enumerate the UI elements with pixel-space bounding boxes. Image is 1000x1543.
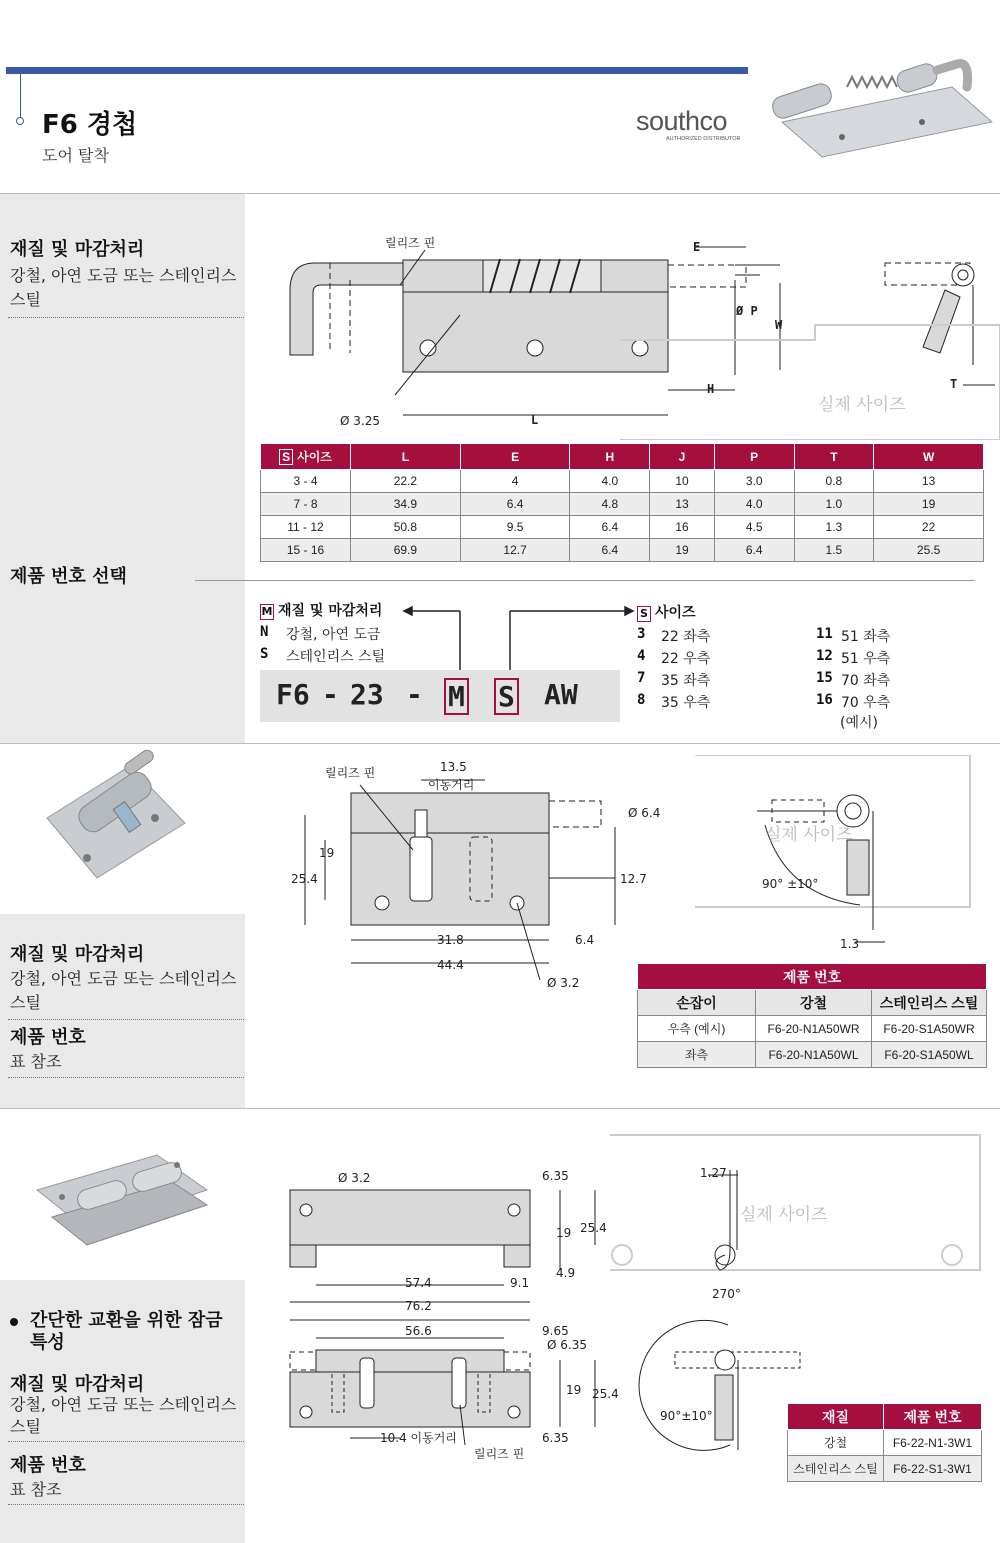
hinge-product-image-3	[32, 1145, 212, 1255]
size-value: 51 좌측	[841, 629, 891, 645]
col-j: J	[650, 444, 715, 470]
material-key: N	[260, 624, 269, 640]
release-pin-label: 릴리즈 핀	[474, 1447, 525, 1461]
bullet	[10, 1318, 18, 1326]
feature-text: 간단한 교환을 위한 잠금 특성	[30, 1310, 223, 1353]
size-value: 70 좌측	[841, 673, 891, 689]
pn-dash: -	[406, 678, 423, 711]
pn-material-slot: M	[444, 678, 469, 715]
col-stainless: 스테인리스 스틸	[872, 990, 987, 1016]
material-heading: 재질 및 마감처리	[10, 1374, 145, 1395]
material-text: 강철, 아연 도금 또는 스테인리스 스틸	[10, 969, 237, 1012]
part-number-table-3	[787, 1403, 982, 1482]
col-part-number: 제품 번호	[884, 1404, 982, 1430]
size-key: 8	[637, 692, 646, 708]
dim-57-4: 57.4	[405, 1276, 432, 1290]
divider	[0, 743, 1000, 744]
release-pin-label: 릴리즈 핀	[385, 236, 436, 250]
material-heading: 재질 및 마감처리	[10, 239, 145, 260]
dim-31-8: 31.8	[437, 933, 464, 947]
dim-76-2: 76.2	[405, 1299, 432, 1313]
release-pin-label: 릴리즈 핀	[325, 766, 376, 780]
col-material: 재질	[788, 1404, 884, 1430]
dim-25-4: 25.4	[291, 872, 318, 886]
col-w: W	[874, 444, 984, 470]
page-title: F6 경첩	[42, 110, 138, 140]
angle-270: 270°	[712, 1287, 741, 1301]
table-row: 좌측 F6-20-N1A50WL F6-20-S1A50WL	[638, 1042, 987, 1068]
size-value: 35 우측	[661, 695, 711, 711]
dotted-divider	[8, 1504, 244, 1505]
table-title: 제품 번호	[638, 964, 987, 990]
size-key: 3	[637, 626, 646, 642]
table-row: 우측 (예시) F6-20-N1A50WR F6-20-S1A50WR	[638, 1016, 987, 1042]
dim-19-b: 19	[566, 1383, 582, 1397]
travel-value: 13.5	[440, 760, 467, 774]
dim-d6-35: Ø 6.35	[547, 1338, 587, 1352]
dim-6-35-c: 6.35	[542, 1431, 569, 1445]
divider	[0, 1108, 1000, 1109]
actual-size-watermark: 실제 사이즈	[740, 1205, 828, 1225]
actual-size-watermark: 실제 사이즈	[818, 395, 906, 415]
material-value: 강철, 아연 도금	[286, 627, 381, 643]
dim-6-4: 6.4	[575, 933, 595, 947]
pn-suffix: AW	[544, 678, 578, 711]
size-key: 4	[637, 648, 646, 664]
actual-size-watermark: 실제 사이즈	[765, 825, 853, 845]
col-l: L	[351, 444, 461, 470]
pn-text: 표 참조	[10, 1480, 62, 1499]
pn-series: 23	[350, 678, 384, 711]
dim-12-7: 12.7	[620, 872, 647, 886]
pn-heading: 제품 번호	[10, 1455, 86, 1476]
dim-25-4: 25.4	[580, 1221, 607, 1235]
dim-1-3: 1.3	[840, 937, 860, 951]
select-heading: 제품 번호 선택	[10, 566, 127, 587]
pn-size-slot: S	[494, 678, 519, 715]
col-size: S 사이즈	[261, 444, 351, 470]
table-row: 7 - 8 34.9 6.4 4.8 13 4.0 1.0 19	[261, 493, 984, 516]
size-key: 7	[637, 670, 646, 686]
size-value: 22 좌측	[661, 629, 711, 645]
angle-label: 90° ±10°	[762, 877, 819, 891]
size-key: 16	[816, 692, 833, 708]
table-row: 15 - 16 69.9 12.7 6.4 19 6.4 1.5 25.5	[261, 539, 984, 562]
dim-19: 19	[556, 1226, 572, 1240]
hinge-drawing-1	[255, 225, 1000, 440]
col-e: E	[460, 444, 570, 470]
size-value: 22 우측	[661, 651, 711, 667]
part-number-builder	[260, 596, 1000, 736]
dotted-divider	[8, 1077, 244, 1078]
table-row: 강철 F6-22-N1-3W1	[788, 1430, 982, 1456]
pn-prefix: F6	[276, 678, 310, 711]
hinge-drawing-2	[285, 755, 990, 990]
table-row: 11 - 12 50.8 9.5 6.4 16 4.5 1.3 22	[261, 516, 984, 539]
col-p: P	[714, 444, 794, 470]
col-handle: 손잡이	[638, 990, 756, 1016]
size-key: 12	[816, 648, 833, 664]
col-steel: 강철	[756, 990, 872, 1016]
hinge-product-image-2	[35, 748, 215, 888]
material-key: S	[260, 646, 269, 662]
material-text: 강철, 아연 도금 또는 스테인리스 스틸	[10, 1395, 237, 1436]
header-tick	[20, 74, 21, 118]
dim-d64: Ø 6.4	[628, 806, 661, 820]
material-heading: 재질 및 마감처리	[10, 944, 145, 965]
dim-9-1: 9.1	[510, 1276, 530, 1290]
header-dot	[16, 117, 24, 125]
hole-label: Ø 3.25	[340, 414, 380, 428]
dim-1-27: 1.27	[700, 1166, 727, 1180]
part-number-table-2	[637, 963, 987, 1068]
spec-table	[260, 443, 984, 562]
h-label: H	[707, 382, 715, 396]
table-row: 스테인리스 스틸 F6-22-S1-3W1	[788, 1456, 982, 1482]
e-label: E	[693, 240, 701, 254]
table-row: 3 - 4 22.2 4 4.0 10 3.0 0.8 13	[261, 470, 984, 493]
size-value: 35 좌측	[661, 673, 711, 689]
size-option-heading: S 사이즈	[637, 602, 696, 622]
pn-heading: 제품 번호	[10, 1027, 86, 1048]
page-subtitle: 도어 탈착	[42, 146, 109, 165]
dim-d32: Ø 3.2	[338, 1171, 371, 1185]
example-note: (예시)	[840, 715, 878, 731]
hinge-product-image-1	[752, 52, 1000, 162]
dim-6-35-a: 6.35	[542, 1169, 569, 1183]
dotted-divider	[8, 317, 244, 318]
l-label: L	[531, 413, 539, 427]
pn-text: 표 참조	[10, 1052, 62, 1071]
size-value: 70 우측	[841, 695, 891, 711]
p-label: Ø P	[736, 304, 758, 318]
dim-44-4: 44.4	[437, 958, 464, 972]
col-h: H	[570, 444, 650, 470]
material-text: 강철, 아연 도금 또는 스테인리스 스틸	[10, 266, 237, 309]
pn-dash: -	[322, 678, 339, 711]
dim-56-6: 56.6	[405, 1324, 432, 1338]
t-label: T	[950, 377, 958, 391]
brand-logo: southco	[636, 106, 728, 136]
travel-label: 10.4 이동거리	[380, 1431, 457, 1445]
w-label: W	[775, 318, 783, 332]
dotted-divider	[8, 1019, 244, 1020]
size-key: 11	[816, 626, 833, 642]
travel-label: 이동거리	[428, 778, 475, 792]
select-rule	[195, 580, 975, 581]
header-bar	[6, 67, 748, 74]
dim-d32: Ø 3.2	[547, 976, 580, 990]
material-option-heading: M 재질 및 마감처리	[261, 603, 383, 619]
angle-label: 90°±10°	[660, 1409, 713, 1423]
dim-4-9: 4.9	[556, 1266, 576, 1280]
brand-sub: AUTHORIZED DISTRIBUTOR	[666, 136, 741, 142]
size-key: 15	[816, 670, 833, 686]
col-t: T	[794, 444, 874, 470]
dim-9-65: 9.65	[542, 1324, 569, 1338]
material-value: 스테인리스 스틸	[286, 649, 386, 665]
size-value: 51 우측	[841, 651, 891, 667]
dim-25-4-b: 25.4	[592, 1387, 619, 1401]
dotted-divider	[8, 1441, 244, 1442]
dim-19: 19	[319, 846, 335, 860]
